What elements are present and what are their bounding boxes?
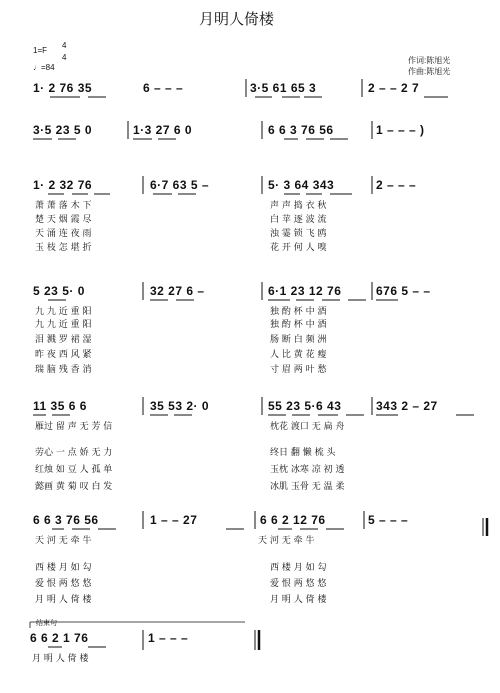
tempo-marking: ♩=84 (33, 63, 55, 72)
key-signature: 1=F (33, 46, 48, 55)
verse-line-left: 九 九 近 重 阳 (35, 320, 92, 330)
composer-credit: 作曲:陈旭光 (408, 67, 451, 76)
measure-notes: 343 2 – 27 (376, 399, 438, 413)
measure-notes: 1· 2 76 35 (33, 81, 93, 95)
lyric-line: 天 河 无 牵 牛 (258, 536, 315, 546)
verse-line-right: 爱 恨 两 悠 悠 (270, 579, 327, 589)
measure-notes: 3·5 23 5 0 (33, 123, 93, 137)
measure-notes: 5· 3 64 343 (268, 178, 335, 192)
lyric-line: 声 声 捣 衣 秋 (270, 201, 327, 211)
measure-notes: 55 23 5·6 43 (268, 399, 342, 413)
measure-notes: 6 6 2 12 76 (260, 513, 326, 527)
verse-line-right: 月 明 人 倚 楼 (270, 595, 327, 605)
verse-line-right: 花 开 何 人 嗅 (270, 243, 327, 253)
verse-line-left: 月 明 人 倚 楼 (35, 595, 92, 605)
verse-line-right: 西 楼 月 如 勾 (270, 563, 327, 573)
verse-line-right: 冰肌 玉骨 无 温 柔 (270, 482, 345, 492)
verse-line-right: 寸 眉 两 叶 愁 (270, 365, 327, 375)
verse-line-right: 独 酌 杯 中 酒 (270, 320, 327, 330)
measure-notes: 1 – – – (148, 631, 189, 645)
measure-notes: 5 23 5· 0 (33, 284, 85, 298)
verse-line-left: 昨 夜 西 风 紧 (35, 350, 92, 360)
measure-notes: 6·7 63 5 – (150, 178, 210, 192)
measure-notes: 1 – – – ) (376, 123, 425, 137)
verse-line-right: 终日 翻 懒 梳 头 (270, 448, 336, 458)
verse-line-left: 红烛 如 豆 人 孤 单 (35, 465, 113, 475)
verse-line-left: 楚 天 烟 霞 尽 (35, 215, 92, 225)
measure-notes: 6 – – – (143, 81, 184, 95)
verse-line-left: 天 涌 连 夜 雨 (35, 229, 92, 239)
measure-notes: 35 53 2· 0 (150, 399, 210, 413)
verse-line-left: 爱 恨 两 悠 悠 (35, 579, 92, 589)
verse-line-left: 瑞 脑 残 香 消 (35, 365, 92, 375)
lyric-line: 九 九 近 重 阳 (35, 307, 92, 317)
time-signature-top: 4 (62, 41, 67, 50)
song-title: 月明人倚楼 (199, 10, 275, 28)
lyricist-credit: 作词:陈旭光 (408, 56, 451, 65)
verse-line-right: 肠 断 白 频 洲 (270, 335, 327, 345)
measure-notes: 2 – – 2 7 (368, 81, 420, 95)
measure-notes: 32 27 6 – (150, 284, 205, 298)
verse-line-right: 浊 霎 锁 飞 鸥 (270, 229, 327, 239)
verse-line-right: 人 比 黄 花 瘦 (270, 350, 327, 360)
measure-notes: 6·1 23 12 76 (268, 284, 342, 298)
coda-label: 结束句 (36, 620, 57, 627)
time-signature-bottom: 4 (62, 53, 67, 62)
verse-line-right: 玉枕 冰寒 凉 初 透 (270, 465, 345, 475)
measure-notes: 2 – – – (376, 178, 417, 192)
lyric-line: 独 酌 杯 中 酒 (270, 307, 327, 317)
verse-line-left: 玉 枝 怎 堪 折 (35, 243, 92, 253)
lyric-line: 天 河 无 牵 牛 (35, 536, 92, 546)
verse-line-left: 劳心 一 点 娇 无 力 (35, 448, 113, 458)
lyric-line: 萧 萧 落 木 下 (35, 201, 92, 211)
lyric-line: 雁过 留 声 无 芳 信 (35, 422, 113, 432)
measure-notes: 1 – – 27 (150, 513, 198, 527)
measure-notes: 3·5 61 65 3 (250, 81, 317, 95)
measure-notes: 6 6 3 76 56 (268, 123, 334, 137)
lyric-line: 月 明 人 倚 楼 (32, 654, 89, 664)
measure-notes: 11 35 6 6 (33, 399, 87, 413)
measure-notes: 676 5 – – (376, 284, 431, 298)
verse-line-left: 泪 溅 罗 裙 湿 (35, 335, 92, 345)
measure-notes: 6 6 3 76 56 (33, 513, 99, 527)
measure-notes: 1·3 27 6 0 (133, 123, 193, 137)
measure-notes: 6 6 2 1 76 (30, 631, 89, 645)
measure-notes: 1· 2 32 76 (33, 178, 93, 192)
verse-line-left: 西 楼 月 如 勾 (35, 563, 92, 573)
measure-notes: 5 – – – (368, 513, 409, 527)
verse-line-left: 懿画 黄 菊 叹 白 发 (35, 482, 113, 492)
lyric-line: 枕花 渡口 无 扁 舟 (270, 422, 345, 432)
verse-line-right: 白 苹 逐 波 流 (270, 215, 327, 225)
